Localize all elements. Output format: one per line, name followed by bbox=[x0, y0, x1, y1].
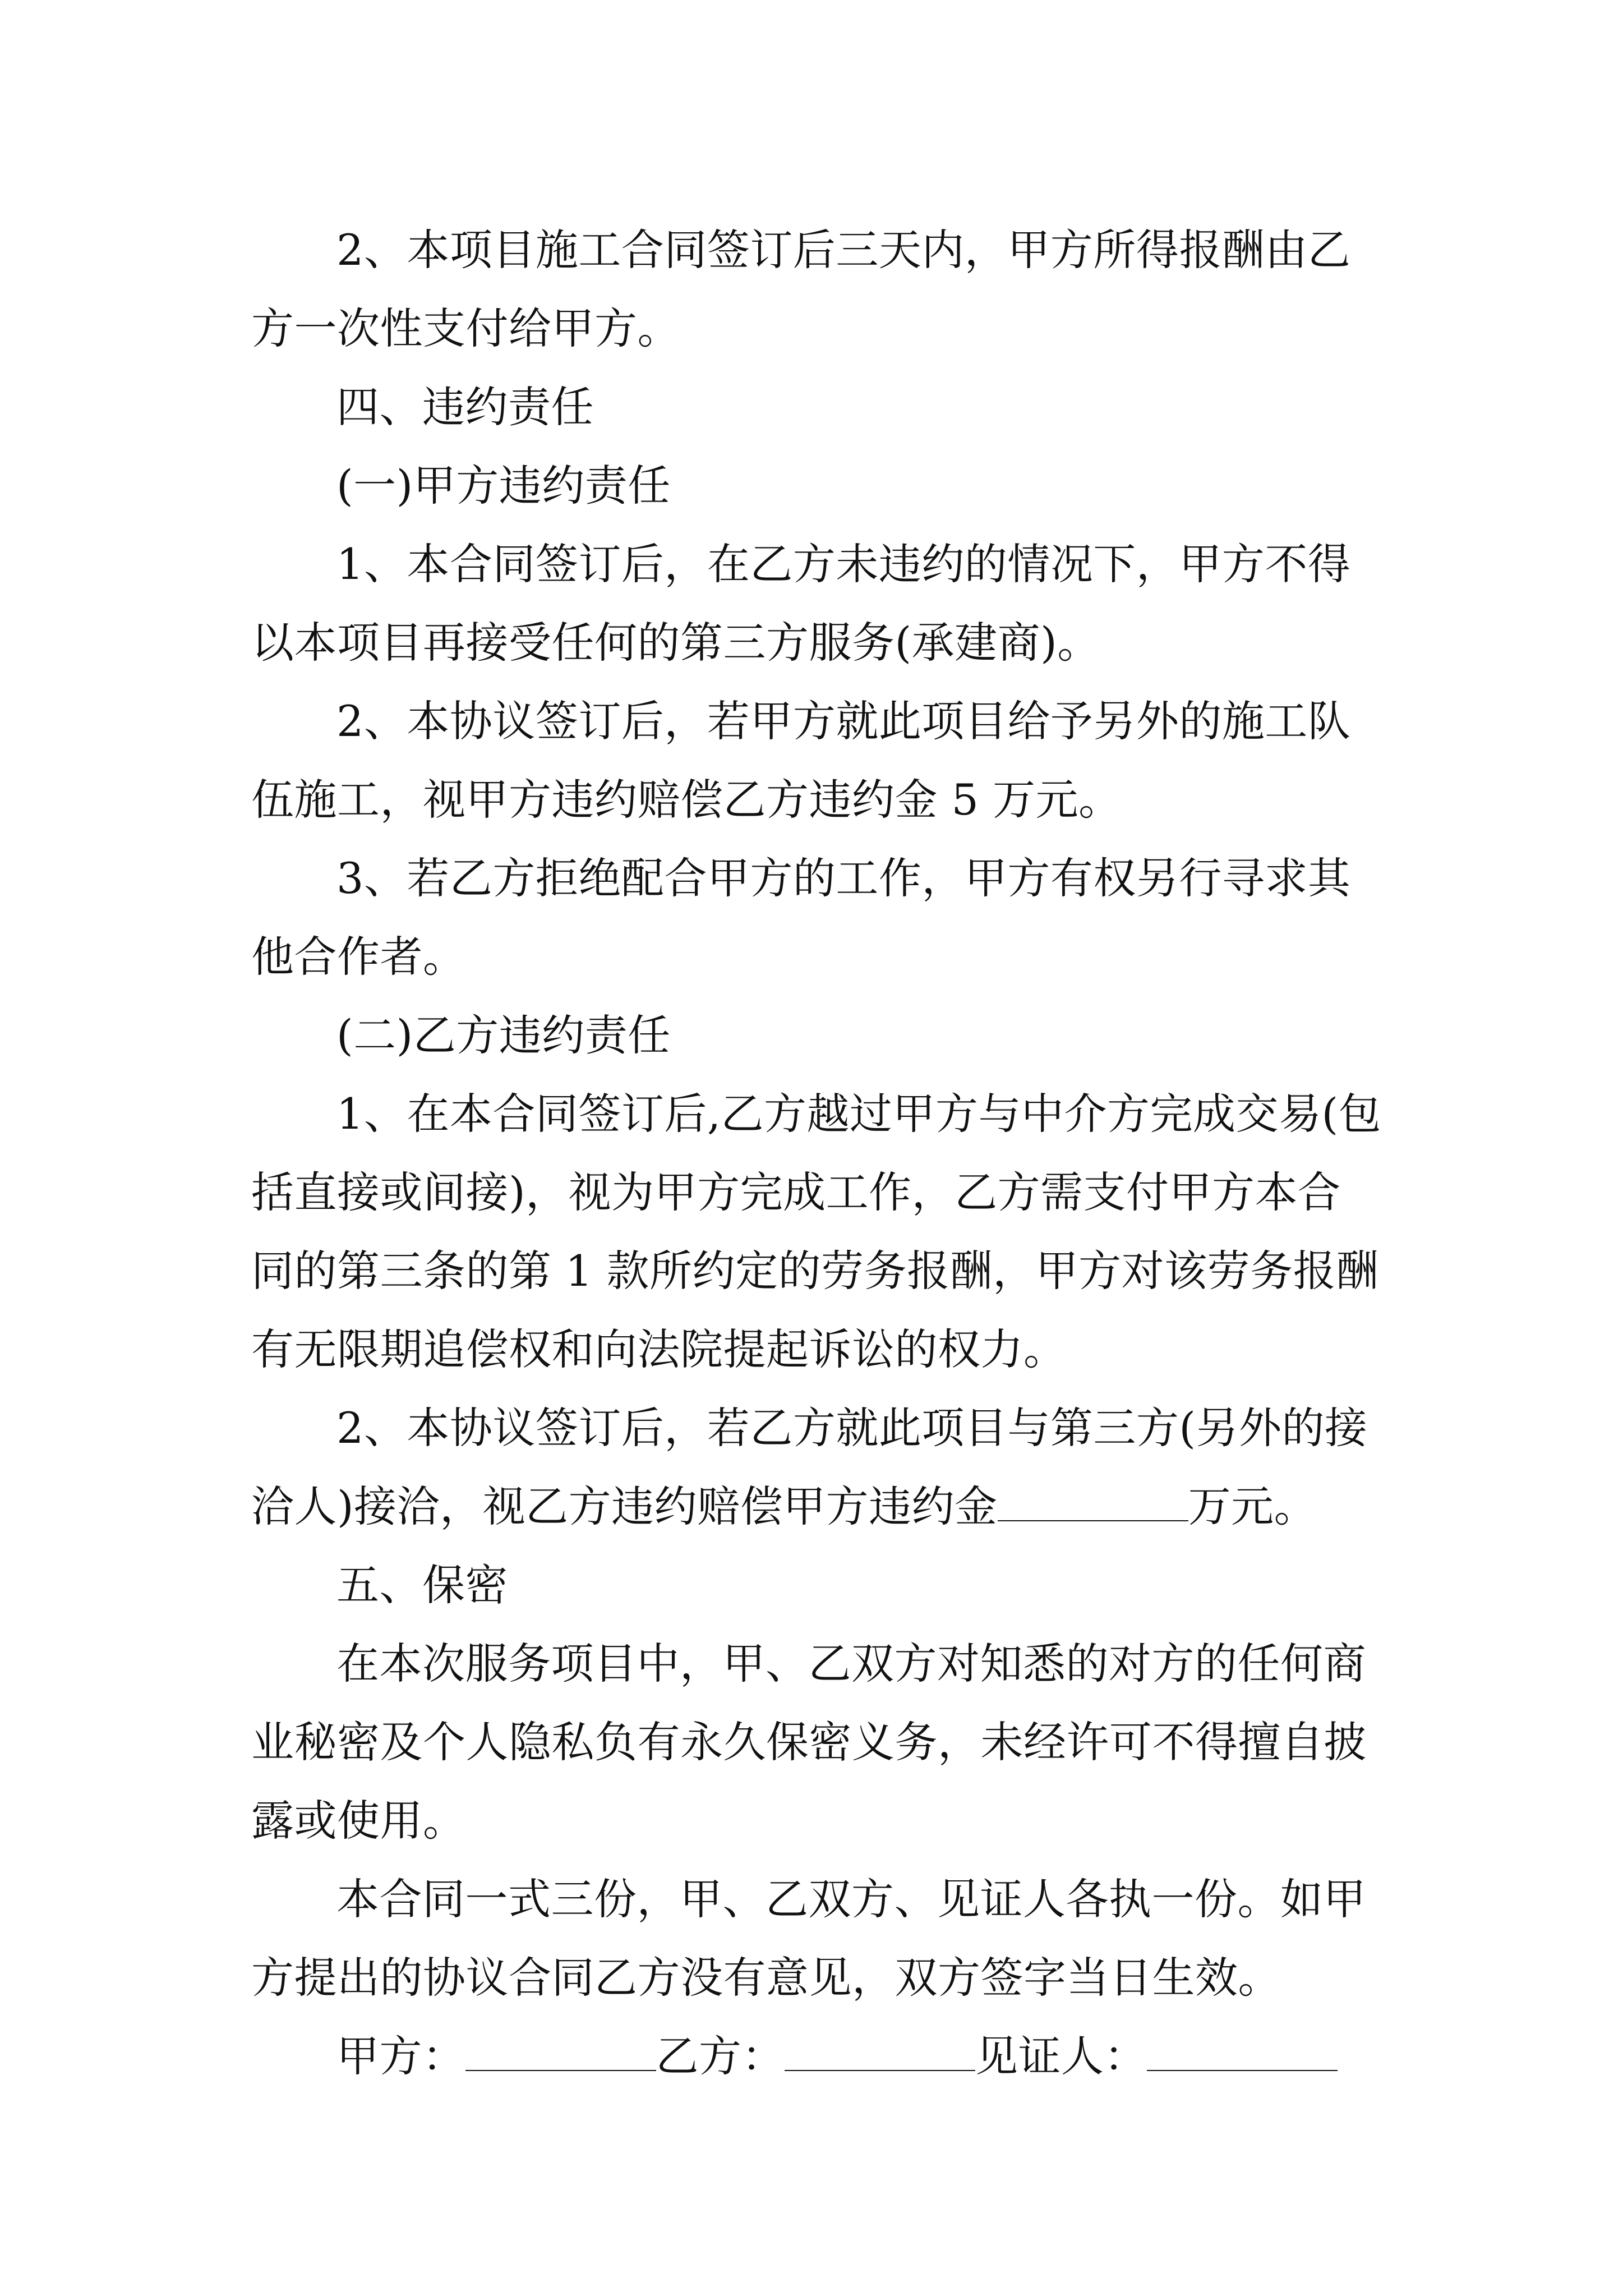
paragraph-line: 在本次服务项目中，甲、乙双方对知悉的对方的任何商 bbox=[336, 1639, 1366, 1688]
penalty-text: 洽人)接洽，视乙方违约赔偿甲方违约金 bbox=[251, 1481, 998, 1531]
paragraph-line: 伍施工，视甲方违约赔偿乙方违约金 5 万元。 bbox=[251, 775, 1122, 825]
signature-line bbox=[0, 2030, 1623, 2083]
paragraph-line: 露或使用。 bbox=[251, 1796, 466, 1846]
party-a-label: 甲方： bbox=[336, 2031, 465, 2081]
paragraph-line: 1、本合同签订后，在乙方未违约的情况下，甲方不得 bbox=[336, 539, 1351, 589]
paragraph-line: 3、若乙方拒绝配合甲方的工作，甲方有权另行寻求其 bbox=[336, 853, 1351, 903]
penalty-line bbox=[0, 1480, 1623, 1534]
paragraph-line: 1、在本合同签订后,乙方越过甲方与中介方完成交易(包 bbox=[336, 1089, 1382, 1139]
penalty-unit: 万元。 bbox=[1188, 1481, 1317, 1531]
witness-label: 见证人： bbox=[975, 2031, 1147, 2081]
paragraph-line: 2、本协议签订后，若乙方就此项目与第三方(另外的接 bbox=[336, 1403, 1368, 1453]
paragraph-line: 业秘密及个人隐私负有永久保密义务，未经许可不得擅自披 bbox=[251, 1717, 1367, 1767]
paragraph-line: 括直接或间接)，视为甲方完成工作，乙方需支付甲方本合 bbox=[251, 1167, 1341, 1217]
paragraph-line: 同的第三条的第 1 款所约定的劳务报酬，甲方对该劳务报酬 bbox=[251, 1246, 1379, 1296]
subsection-heading: (二)乙方违约责任 bbox=[336, 1010, 671, 1060]
paragraph-line: 有无限期追偿权和向法院提起诉讼的权力。 bbox=[251, 1324, 1067, 1374]
section-heading: 四、违约责任 bbox=[336, 382, 594, 432]
paragraph-line: 他合作者。 bbox=[251, 932, 466, 982]
subsection-heading: (一)甲方违约责任 bbox=[336, 461, 671, 510]
penalty-amount-blank bbox=[998, 1480, 1188, 1521]
paragraph-line: 2、本协议签订后，若甲方就此项目给予另外的施工队 bbox=[336, 696, 1351, 746]
paragraph-line: 以本项目再接受任何的第三方服务(承建商)。 bbox=[251, 618, 1100, 668]
paragraph-line: 方提出的协议合同乙方没有意见，双方签字当日生效。 bbox=[251, 1953, 1281, 2003]
section-heading: 五、保密 bbox=[336, 1560, 508, 1610]
party-b-signature-blank bbox=[785, 2030, 975, 2071]
paragraph-line: 2、本项目施工合同签订后三天内，甲方所得报酬由乙 bbox=[336, 225, 1351, 275]
paragraph-line: 方一次性支付给甲方。 bbox=[251, 303, 680, 353]
paragraph-line: 本合同一式三份，甲、乙双方、见证人各执一份。如甲 bbox=[336, 1874, 1366, 1924]
party-b-label: 乙方： bbox=[656, 2031, 785, 2081]
party-a-signature-blank bbox=[465, 2030, 656, 2071]
witness-signature-blank bbox=[1147, 2030, 1338, 2071]
